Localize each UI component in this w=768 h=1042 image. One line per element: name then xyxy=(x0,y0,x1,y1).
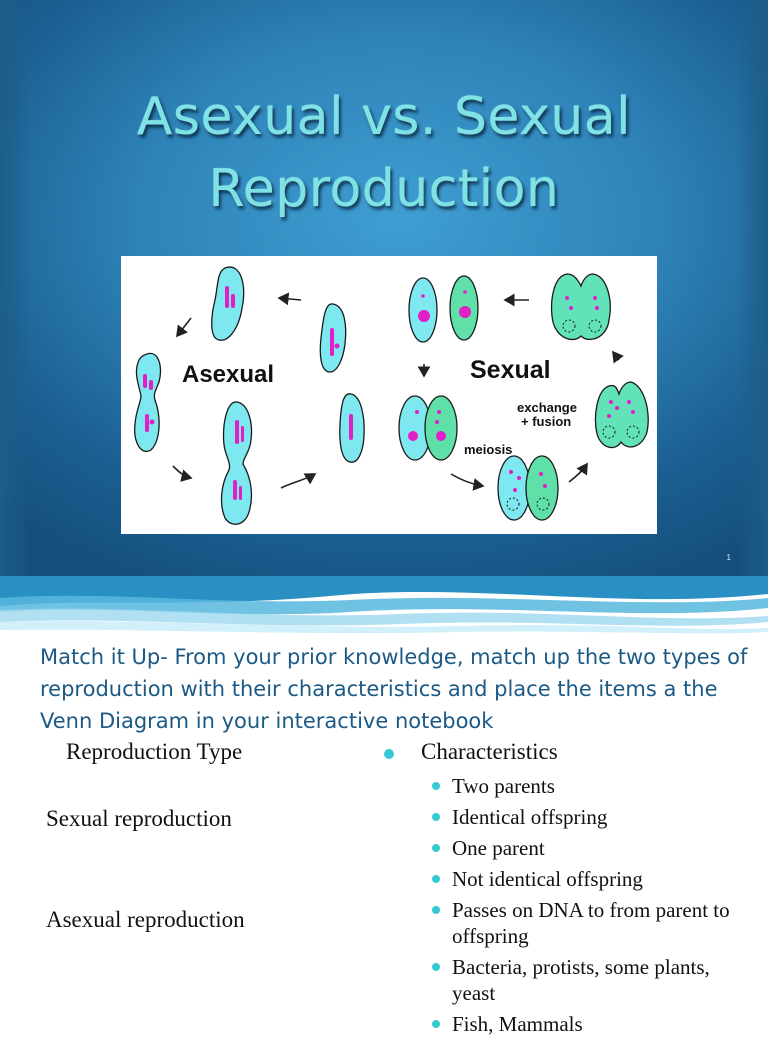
asexual-label: Asexual xyxy=(182,361,275,388)
wave-divider xyxy=(0,576,768,638)
list-item: One parent xyxy=(432,835,752,861)
sexual-cell-green xyxy=(526,456,558,520)
list-item: Fish, Mammals xyxy=(432,1011,752,1037)
list-item: Bacteria, protists, some plants, yeast xyxy=(432,954,752,1006)
exchange-label: exchange xyxy=(517,400,577,415)
characteristics-list xyxy=(432,773,752,1042)
sexual-fused-pair-right xyxy=(596,382,649,448)
list-item: Not identical offspring xyxy=(432,866,752,892)
reproduction-diagram xyxy=(121,256,657,534)
slide-title-line-2: Reproduction xyxy=(208,159,560,219)
slide-edge-shade xyxy=(738,0,768,576)
meiosis-label: meiosis xyxy=(464,442,513,457)
reproduction-diagram-svg xyxy=(121,256,657,534)
slide-number: 1 xyxy=(726,553,731,562)
slide-title-line-1: Asexual vs. Sexual xyxy=(136,87,632,147)
sexual-cell-green xyxy=(425,396,457,460)
slide-edge-shade xyxy=(0,0,30,576)
sexual-cycle xyxy=(399,274,648,520)
sexual-fused-pair-top xyxy=(552,274,611,340)
fusion-label: + fusion xyxy=(521,414,572,429)
list-item: Passes on DNA to from parent to offspring xyxy=(432,897,752,949)
asexual-cycle xyxy=(135,267,364,524)
characteristics-heading-label: Characteristics xyxy=(421,739,558,764)
instructions-text: Match it Up- From your prior knowledge, match up the two types of reproduction with their characteristics and place the items a the Venn Diagram in your interactive notebook xyxy=(40,645,748,733)
sexual-label: Sexual xyxy=(470,356,551,384)
asexual-cell-left-dividing xyxy=(135,353,161,451)
reproduction-type-heading: Reproduction Type xyxy=(66,739,243,764)
list-item: Identical offspring xyxy=(432,804,752,830)
reproduction-type-item: Sexual reproduction xyxy=(46,806,232,831)
reproduction-type-item: Asexual reproduction xyxy=(46,907,245,932)
sexual-cell xyxy=(409,278,437,342)
list-item: Two parents xyxy=(432,773,752,799)
bullet-icon xyxy=(384,749,394,759)
